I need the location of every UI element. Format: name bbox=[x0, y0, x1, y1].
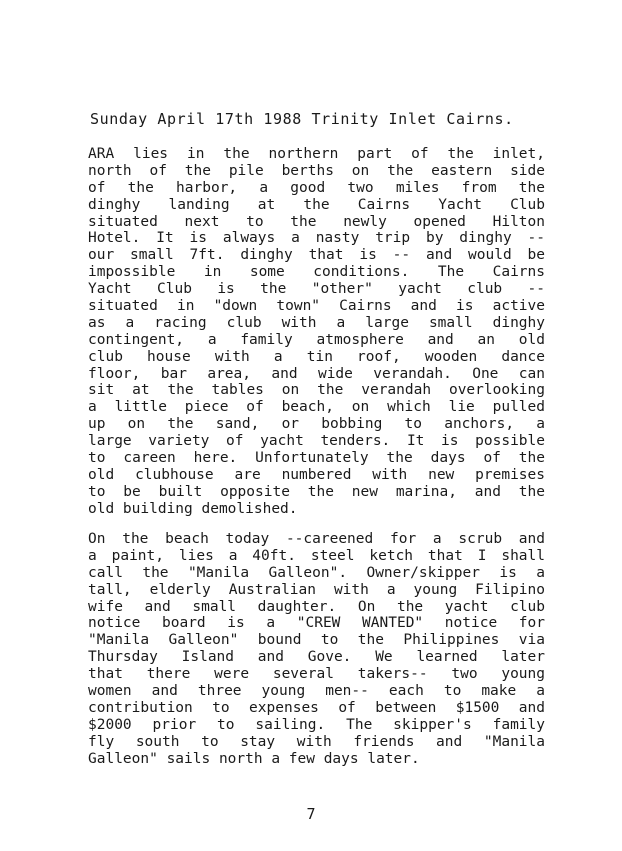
paragraph-line: Hotel. It is always a nasty trip by dinghy -- bbox=[88, 230, 545, 247]
paragraph-line: "Manila Galleon" bound to the Philippines via bbox=[88, 632, 545, 649]
paragraph-line: sit at the tables on the verandah overlooking bbox=[88, 382, 545, 399]
paragraph-line: of the harbor, a good two miles from the bbox=[88, 179, 545, 196]
paragraph-line: dinghy landing at the Cairns Yacht Club bbox=[88, 196, 545, 213]
paragraph-line: Galleon" sails north a few days later. bbox=[88, 750, 420, 767]
paragraph-line: that there were several takers-- two young bbox=[88, 666, 545, 683]
paragraph-line: large variety of yacht tenders. It is possible bbox=[88, 433, 545, 450]
paragraph-line: a little piece of beach, on which lie pulled bbox=[88, 399, 545, 416]
paragraph-line: situated in "down town" Cairns and is active bbox=[88, 298, 545, 315]
paragraph-line: Yacht Club is the "other" yacht club -- bbox=[88, 281, 545, 298]
page-heading: Sunday April 17th 1988 Trinity Inlet Cairns. bbox=[90, 110, 514, 128]
paragraph-line: contingent, a family atmosphere and an old bbox=[88, 331, 545, 348]
paragraph-line: women and three young men-- each to make a bbox=[88, 683, 545, 700]
paragraph-line: Thursday Island and Gove. We learned later bbox=[88, 649, 545, 666]
page-number: 7 bbox=[306, 805, 316, 823]
paragraph-line: fly south to stay with friends and "Manila bbox=[88, 733, 545, 750]
paragraph-1 bbox=[88, 146, 545, 518]
paragraph-line: old clubhouse are numbered with new premises bbox=[88, 466, 545, 483]
paragraph-line: to careen here. Unfortunately the days of the bbox=[88, 450, 545, 467]
paragraph-line: impossible in some conditions. The Cairns bbox=[88, 264, 545, 281]
paragraph-line: notice board is a "CREW WANTED" notice for bbox=[88, 615, 545, 632]
paragraph-line: contribution to expenses of between $1500 and bbox=[88, 699, 545, 716]
paragraph-line: tall, elderly Australian with a young Filipino bbox=[88, 581, 545, 598]
paragraph-line: up on the sand, or bobbing to anchors, a bbox=[88, 416, 545, 433]
paragraph-line: as a racing club with a large small dinghy bbox=[88, 314, 545, 331]
paragraph-line: old building demolished. bbox=[88, 500, 298, 517]
paragraph-line: call the "Manila Galleon". Owner/skipper is a bbox=[88, 564, 545, 581]
paragraph-line: north of the pile berths on the eastern side bbox=[88, 162, 545, 179]
paragraph-line: situated next to the newly opened Hilton bbox=[88, 213, 545, 230]
paragraph-line: ARA lies in the northern part of the inlet, bbox=[88, 146, 545, 162]
paragraph-2 bbox=[88, 531, 545, 767]
paragraph-line: to be built opposite the new marina, and the bbox=[88, 483, 545, 500]
paragraph-line: $2000 prior to sailing. The skipper's family bbox=[88, 716, 545, 733]
paragraph-line: our small 7ft. dinghy that is -- and would be bbox=[88, 247, 545, 264]
paragraph-line: club house with a tin roof, wooden dance bbox=[88, 348, 545, 365]
paragraph-line: a paint, lies a 40ft. steel ketch that I shall bbox=[88, 547, 545, 564]
paragraph-line: floor, bar area, and wide verandah. One can bbox=[88, 365, 545, 382]
paragraph-line: On the beach today --careened for a scrub and bbox=[88, 531, 545, 547]
paragraph-line: wife and small daughter. On the yacht club bbox=[88, 598, 545, 615]
